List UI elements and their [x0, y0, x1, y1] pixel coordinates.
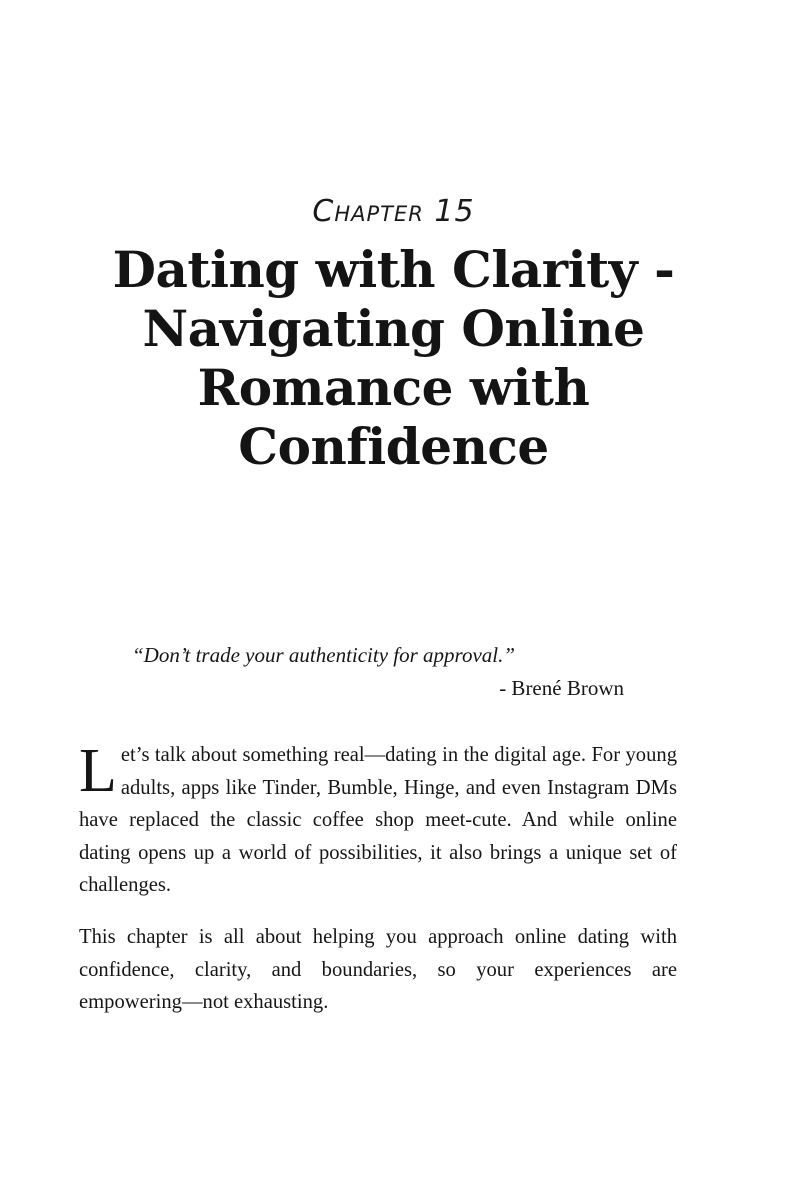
- epigraph-author: - Brené Brown: [499, 676, 624, 700]
- body-paragraph-2: This chapter is all about helping you approach online dating with confidence, clarity, and boundaries, so your experiences are empowering—not exhausting.: [79, 925, 677, 1014]
- body-paragraph-1: [79, 739, 677, 902]
- epigraph-quote: “Don’t trade your authenticity for approval.”: [132, 643, 516, 667]
- chapter-title: Dating with Clarity - Navigating Online Romance with Confidence: [112, 240, 675, 476]
- drop-cap: L: [79, 737, 117, 805]
- chapter-body: [79, 739, 677, 1038]
- epigraph: [132, 640, 624, 703]
- chapter-label: Chapter 15: [312, 194, 475, 229]
- body-paragraph-1-text: et’s talk about something real—dating in the digital age. For young adults, apps like Tinder, Bumble, Hinge, and even Instagram DMs have replaced the classic coffee shop meet-cute. And while online dating opens up a world of possibilities, it also brings a unique set of challenges.: [79, 744, 677, 897]
